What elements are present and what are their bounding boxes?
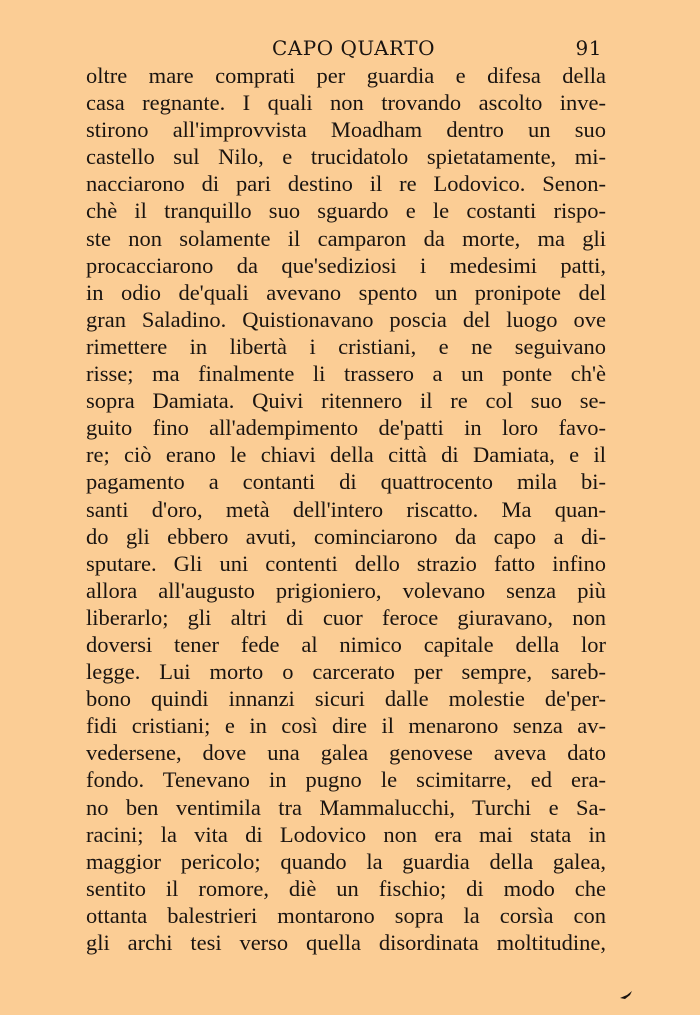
text-line: nacciarono di pari destino il re Lodovico. Senon- bbox=[86, 171, 606, 197]
text-line: sentito il romore, diè un fischio; di modo che bbox=[86, 875, 606, 901]
text-line: ste non solamente il camparon da morte, ma gli bbox=[86, 225, 606, 251]
text-line: rimettere in libertà i cristiani, e ne seguivano bbox=[86, 333, 606, 359]
text-line: vedersene, dove una galea genovese aveva dato bbox=[86, 740, 606, 766]
printer-mark-icon bbox=[619, 990, 633, 1000]
text-line: santi d'oro, metà dell'intero riscatto. Ma quan- bbox=[86, 496, 606, 522]
text-line: allora all'augusto prigioniero, volevano senza più bbox=[86, 577, 606, 603]
text-line: sopra Damiata. Quivi ritennero il re col suo se- bbox=[86, 388, 606, 414]
text-line: castello sul Nilo, e trucidatolo spietatamente, mi- bbox=[86, 144, 606, 170]
text-line: re; ciò erano le chiavi della città di Damiata, e il bbox=[86, 442, 606, 468]
chapter-title: CAPO QUARTO bbox=[272, 36, 435, 60]
page-number: 91 bbox=[575, 36, 602, 60]
text-line: racini; la vita di Lodovico non era mai stata in bbox=[86, 821, 606, 847]
text-line: doversi tener fede al nimico capitale della lor bbox=[86, 631, 606, 657]
text-line: chè il tranquillo suo sguardo e le costanti rispo- bbox=[86, 198, 606, 224]
body-text bbox=[86, 62, 606, 956]
text-line: sputare. Gli uni contenti dello strazio fatto infino bbox=[86, 550, 606, 576]
text-line: do gli ebbero avuti, cominciarono da capo a di- bbox=[86, 523, 606, 549]
text-line: risse; ma finalmente li trassero a un ponte ch'è bbox=[86, 361, 606, 387]
text-line: gran Saladino. Quistionavano poscia del luogo ove bbox=[86, 306, 606, 332]
text-line: bono quindi innanzi sicuri dalle molestie de'per- bbox=[86, 686, 606, 712]
text-line: stirono all'improvvista Moadham dentro un suo bbox=[86, 117, 606, 143]
running-head bbox=[86, 36, 606, 64]
text-line: fondo. Tenevano in pugno le scimitarre, ed era- bbox=[86, 767, 606, 793]
text-line: casa regnante. I quali non trovando ascolto inve- bbox=[86, 90, 606, 116]
text-line: in odio de'quali avevano spento un pronipote del bbox=[86, 279, 606, 305]
text-line: no ben ventimila tra Mammalucchi, Turchi e Sa- bbox=[86, 794, 606, 820]
text-line: legge. Lui morto o carcerato per sempre, sareb- bbox=[86, 659, 606, 685]
text-line: gli archi tesi verso quella disordinata moltitudine, bbox=[86, 930, 606, 955]
text-line: guito fino all'adempimento de'patti in loro favo- bbox=[86, 415, 606, 441]
text-line: maggior pericolo; quando la guardia della galea, bbox=[86, 848, 606, 874]
text-line: pagamento a contanti di quattrocento mila bi- bbox=[86, 469, 606, 495]
text-line: fidi cristiani; e in così dire il menarono senza av- bbox=[86, 713, 606, 739]
text-line: ottanta balestrieri montarono sopra la corsìa con bbox=[86, 902, 606, 928]
text-line: procacciarono da que'sediziosi i medesimi patti, bbox=[86, 252, 606, 278]
text-line: liberarlo; gli altri di cuor feroce giuravano, non bbox=[86, 604, 606, 630]
text-line: oltre mare comprati per guardia e difesa della bbox=[86, 63, 606, 88]
